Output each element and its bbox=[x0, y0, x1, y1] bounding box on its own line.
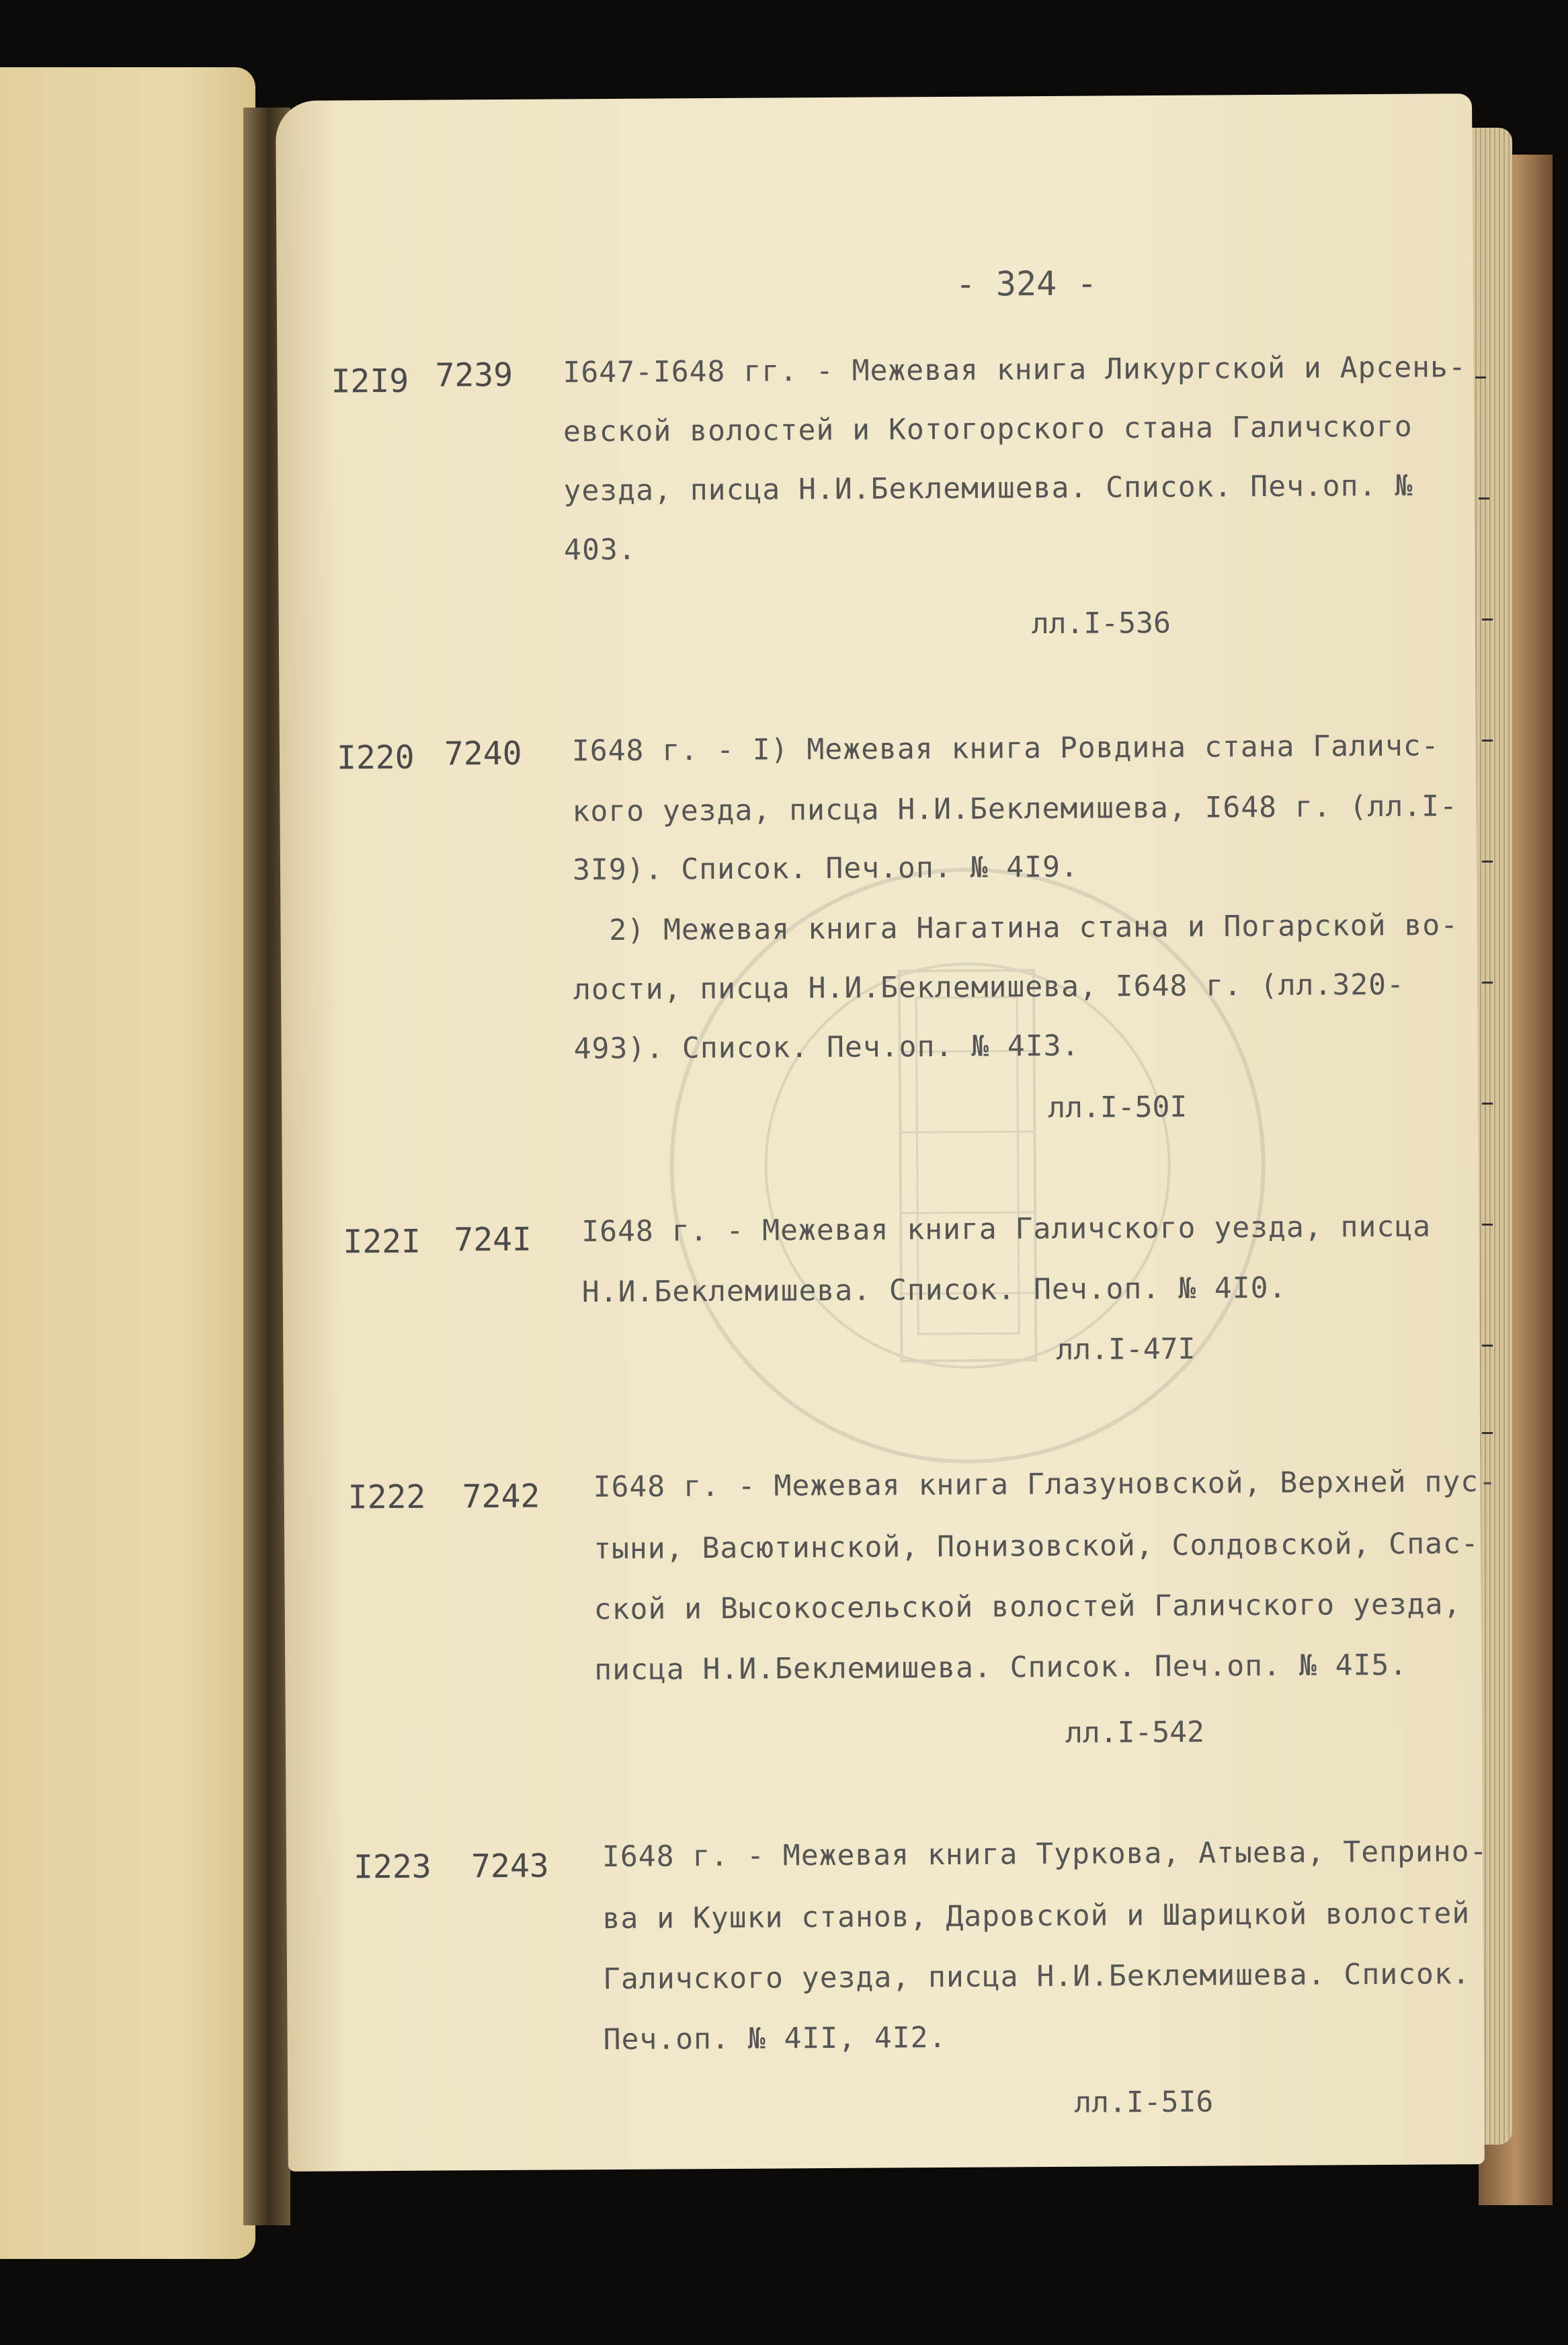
entry-folios: лл.I-47I bbox=[1056, 1332, 1196, 1367]
entry-folios: лл.I-536 bbox=[1031, 606, 1171, 641]
catalog-entry bbox=[277, 350, 1473, 641]
catalog-entry bbox=[280, 729, 1476, 1125]
entry-text-line: I647-I648 гг. - Межевая книга Ликургской и Арсень- bbox=[563, 350, 1467, 390]
page-edge-tick bbox=[1482, 619, 1493, 621]
catalog-entry bbox=[286, 1835, 1488, 2120]
entry-text-line: I648 г. - I) Межевая книга Ровдина стана Галичс- bbox=[571, 729, 1440, 768]
entry-text-line: 3I9). Список. Печ.оп. № 4I9. bbox=[572, 850, 1079, 887]
entry-number: I22I bbox=[343, 1222, 421, 1261]
entry-code: 7239 bbox=[435, 356, 513, 395]
catalog-entry bbox=[282, 1209, 1479, 1367]
entry-text-line: кого уезда, писца Н.И.Беклемишева, I648 г. (лл.I- bbox=[572, 789, 1458, 829]
entry-number: I223 bbox=[353, 1847, 431, 1886]
entry-text-line: уезда, писца Н.И.Беклемишева. Список. Печ.оп. № bbox=[563, 469, 1413, 508]
entry-folios: лл.I-5I6 bbox=[1074, 2085, 1214, 2120]
entry-code: 7242 bbox=[462, 1477, 540, 1516]
entry-code: 7243 bbox=[470, 1847, 549, 1886]
entry-text-line: тыни, Васютинской, Понизовской, Солдовской, Спас- bbox=[593, 1527, 1479, 1566]
entry-text-line: 403. bbox=[563, 532, 636, 567]
entry-text-line: I648 г. - Межевая книга Туркова, Атыева, Теприно- bbox=[602, 1835, 1488, 1874]
entry-text-line: писца Н.И.Беклемишева. Список. Печ.оп. № 4I5. bbox=[594, 1648, 1408, 1687]
entry-text-line: Галичского уезда, писца Н.И.Беклемишева. Список. bbox=[602, 1957, 1471, 1997]
document-page bbox=[276, 93, 1497, 2172]
entry-text-line: лости, писца Н.И.Беклемишева, I648 г. (лл.320- bbox=[573, 967, 1405, 1007]
entry-code: 7240 bbox=[444, 734, 522, 773]
entry-number: I222 bbox=[347, 1478, 426, 1517]
entry-number: I2I9 bbox=[331, 362, 409, 401]
entry-text-line: ской и Высокосельской волостей Галичского уезда, bbox=[593, 1587, 1462, 1627]
page-edge-tick bbox=[1482, 861, 1493, 863]
page-edge-tick bbox=[1482, 982, 1493, 984]
entry-text-line: I648 г. - Межевая книга Галичского уезда, писца bbox=[581, 1209, 1432, 1249]
entry-text-line: Печ.оп. № 4II, 4I2. bbox=[603, 2020, 947, 2057]
page-number: - 324 - bbox=[955, 264, 1098, 304]
entry-number: I220 bbox=[336, 738, 415, 777]
entry-text-line: евской волостей и Котогорского стана Галичского bbox=[563, 409, 1413, 449]
page-edge-tick bbox=[1482, 1103, 1493, 1105]
entry-folios: лл.I-50I bbox=[1048, 1090, 1188, 1125]
entry-text-line: Н.И.Беклемишева. Список. Печ.оп. № 4I0. bbox=[581, 1271, 1287, 1310]
page-edge-tick bbox=[1482, 740, 1493, 742]
page-edge-tick bbox=[1479, 498, 1489, 500]
entry-text-line: ва и Кушки станов, Даровской и Шарицкой волостей bbox=[602, 1897, 1471, 1936]
catalog-entry bbox=[284, 1464, 1497, 1750]
left-page bbox=[0, 67, 255, 2259]
entry-folios: лл.I-542 bbox=[1065, 1715, 1205, 1750]
page-edge-tick bbox=[1475, 376, 1486, 379]
entry-text-line: 2) Межевая книга Нагатина стана и Погарской во- bbox=[573, 908, 1459, 948]
entry-text-line: 493). Список. Печ.оп. № 4I3. bbox=[573, 1029, 1080, 1066]
entry-code: 724I bbox=[454, 1220, 532, 1259]
page-edge-tick bbox=[1482, 1224, 1493, 1226]
archive-seal-watermark bbox=[656, 767, 1279, 1564]
page-edge-tick bbox=[1482, 1345, 1493, 1347]
entry-text-line: I648 г. - Межевая книга Глазуновской, Верхней пус- bbox=[593, 1464, 1497, 1505]
page-edge-tick bbox=[1482, 1432, 1493, 1434]
